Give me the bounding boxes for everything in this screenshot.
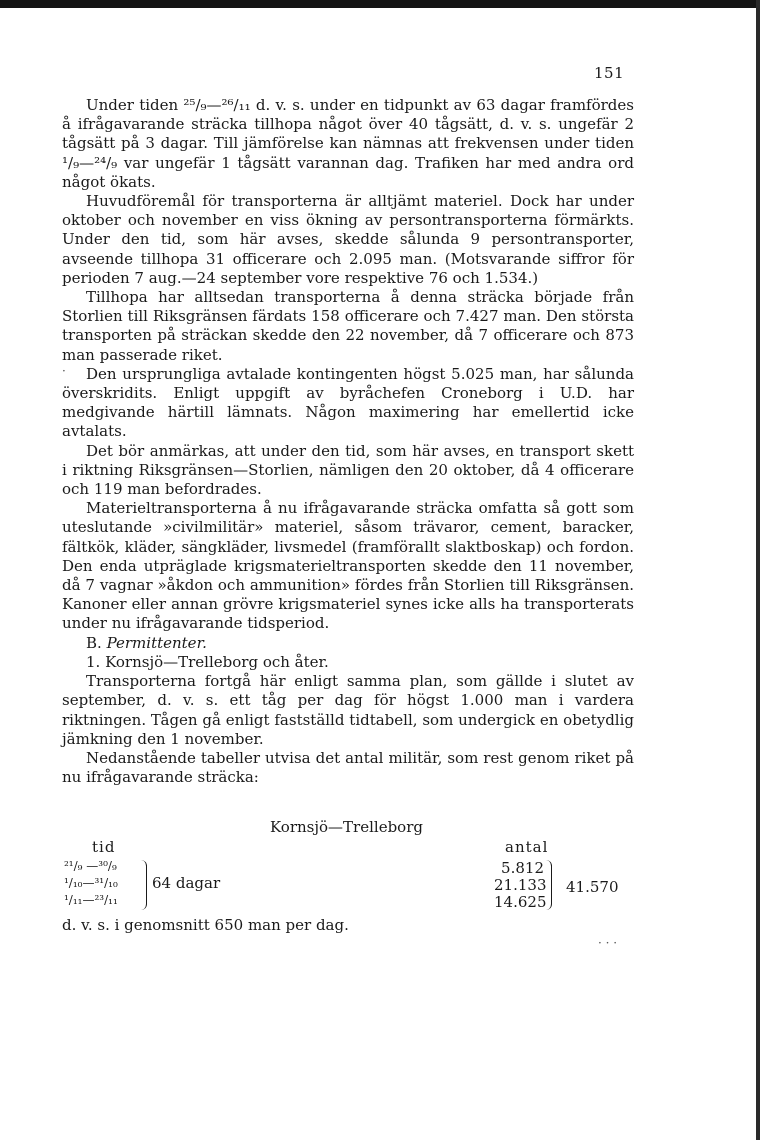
left-brace bbox=[138, 860, 147, 910]
paragraph: Under tiden ²⁵/₉—²⁶/₁₁ d. v. s. under en tidpunkt av 63 dagar framfördes å ifrågavarande sträcka tillhopa något över 40 tågsätt, d. v. s. ungefär 2 tågsätt på 3 dagar. Till jämförelse kan nämnas att frekvensen under tiden ¹/₉—²⁴/₉ var ungefär 1 tågsätt varannan dag. Trafiken har med andra ord något ökats. bbox=[62, 96, 634, 191]
column-header-antal: antal bbox=[505, 838, 549, 856]
table-value: 21.133 bbox=[494, 876, 547, 894]
table-total: 41.570 bbox=[566, 878, 619, 896]
table-period: ¹/₁₀—³¹/₁₀ bbox=[64, 876, 118, 890]
table-value: 14.625 bbox=[494, 893, 547, 911]
section-title: Permittenter. bbox=[106, 633, 207, 652]
paragraph: Den ursprungliga avtalade kontingenten högst 5.025 man, har sålunda överskridits. Enligt uppgift av byråchefen Croneborg i U.D. har medgivande härtill lämnats. Någon maximering har emellertid icke avtalats. bbox=[62, 364, 634, 441]
summary-line: d. v. s. i genomsnitt 650 man per dag. bbox=[62, 916, 349, 934]
paragraph: Huvudföremål för transporterna är alltjämt materiel. Dock har under oktober och november en viss ökning av persontransporterna förmärkts. Under den tid, som här avses, skedde sålunda 9 persontransporter, avseende tillhopa 31 officerare och 2.095 man. (Motsvarande siffror för perioden 7 aug.—24 september vore respektive 76 och 1.534.) bbox=[62, 192, 634, 287]
paragraph: Transporterna fortgå här enligt samma plan, som gällde i slutet av september, d. v. s. ett tåg per dag för högst 1.000 man i vardera riktningen. Tågen gå enligt fastställd tidtabell, som undergick en obetydlig jämkning den 1 november. bbox=[62, 672, 634, 748]
right-brace bbox=[543, 860, 552, 910]
scan-right-border bbox=[756, 0, 760, 1140]
table-title: Kornsjö—Trelleborg bbox=[270, 818, 423, 836]
table-period: ¹/₁₁—²³/₁₁ bbox=[64, 893, 118, 907]
section-heading-b bbox=[62, 634, 634, 653]
days-label: 64 dagar bbox=[152, 874, 221, 892]
section-letter: B. bbox=[86, 633, 102, 652]
paragraph: Nedanstående tabeller utvisa det antal militär, som rest genom riket på nu ifrågavarande sträcka: bbox=[62, 748, 634, 787]
paragraph: Det bör anmärkas, att under den tid, som här avses, en transport skett i riktning Riksgränsen—Storlien, nämligen den 20 oktober, då 4 officerare och 119 man befordrades. bbox=[62, 441, 634, 499]
subsection-heading: 1. Kornsjö—Trelleborg och åter. bbox=[86, 652, 329, 671]
table-period: ²¹/₉ —³⁰/₉ bbox=[64, 859, 117, 873]
scan-speck: · · · bbox=[598, 936, 618, 950]
column-header-tid: tid bbox=[92, 838, 116, 856]
paragraph: Materieltransporterna å nu ifrågavarande sträcka omfatta så gott som uteslutande »civilmilitär» materiel, såsom trävaror, cement, baracker, fältkök, kläder, sängkläder, livsmedel (framförallt slaktboskap) och fordon. Den enda utpräglade krigsmaterieltransporten skedde den 11 november, då 7 vagnar »åkdon och ammunition» fördes från Storlien till Riksgränsen. Kanoner eller annan grövre krigsmateriel synes icke alls ha transporterats under nu ifrågavarande tidsperiod. bbox=[62, 499, 634, 633]
scan-top-border bbox=[0, 0, 760, 8]
paragraph: Tillhopa har alltsedan transporterna å denna sträcka började från Storlien till Riksgränsen färdats 158 officerare och 7.427 man. Den största transporten på sträckan skedde den 22 november, då 7 officerare och 873 man passerade riket. bbox=[62, 288, 634, 364]
page-number: 151 bbox=[594, 64, 625, 82]
table-value: 5.812 bbox=[501, 859, 544, 877]
scan-speck: · bbox=[62, 364, 66, 378]
body-text bbox=[62, 96, 634, 787]
